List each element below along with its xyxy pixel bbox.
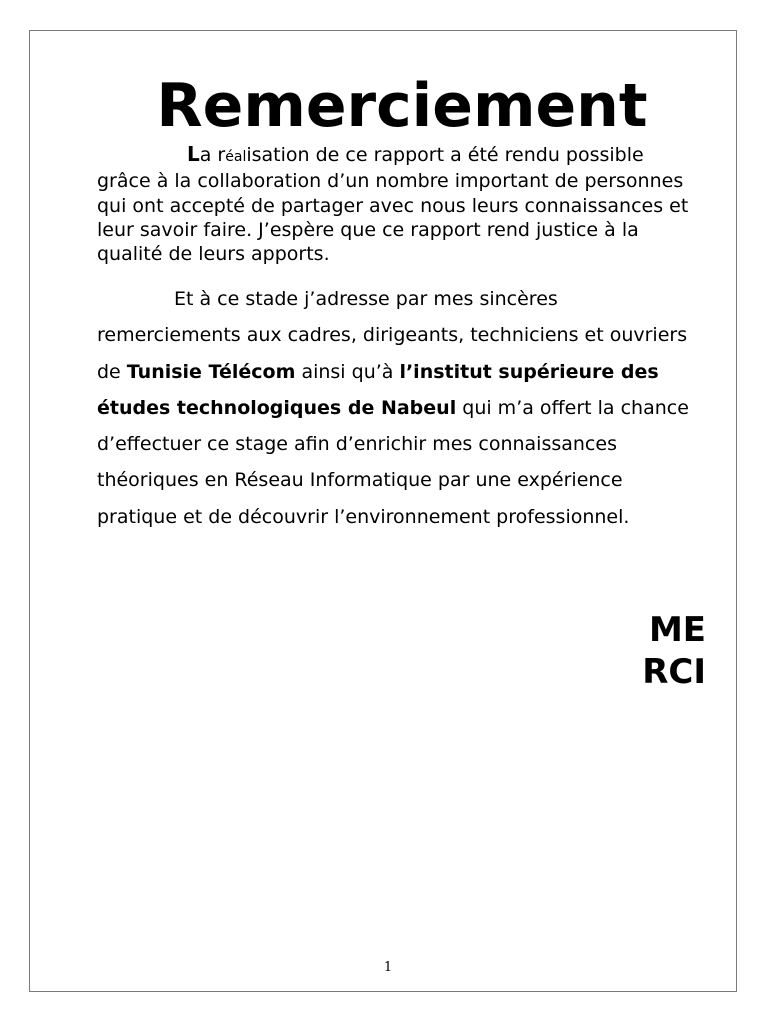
paragraph-text-small-segment: é bbox=[225, 149, 234, 165]
merci-line-2: RCI bbox=[642, 652, 706, 692]
dropcap-letter: L bbox=[187, 142, 200, 166]
paragraph-text-segment: Et à ce stade j’adresse par mes sincères remerciements aux cadres, dirigeants, techniciens et ouvriers de bbox=[97, 288, 688, 383]
page-number: 1 bbox=[383, 960, 393, 975]
acknowledgement-paragraph-1 bbox=[97, 142, 697, 266]
company-name: Tunisie Télécom bbox=[126, 360, 296, 383]
institute-name: l’institut supérieure des études technologiques de Nabeul bbox=[97, 360, 659, 419]
merci-line-1: ME bbox=[648, 610, 706, 650]
paragraph-text-segment: a r bbox=[199, 144, 226, 166]
page-title: Remerciement bbox=[156, 71, 648, 141]
paragraph-text-segment: ainsi qu’à bbox=[295, 360, 400, 383]
acknowledgement-paragraph-2 bbox=[97, 281, 697, 535]
paragraph-text-small-segment: l bbox=[242, 149, 247, 165]
paragraph-text-small-segment: a bbox=[233, 149, 243, 165]
paragraph-text-body: isation de ce rapport a été rendu possible grâce à la collaboration d’un nombre important de personnes qui ont accepté de partager avec nous leurs connaissances et leur savoir faire. J’espère que ce rapport rend justice à la qualité de leurs apports. bbox=[97, 144, 689, 266]
merci-signoff bbox=[620, 609, 706, 693]
paragraph-text-segment: qui m’a offert la chance d’effectuer ce stage afin d’enrichir mes connaissances théoriques en Réseau Informatique par une expérience pratique et de découvrir l’environnement professionnel. bbox=[97, 396, 689, 528]
